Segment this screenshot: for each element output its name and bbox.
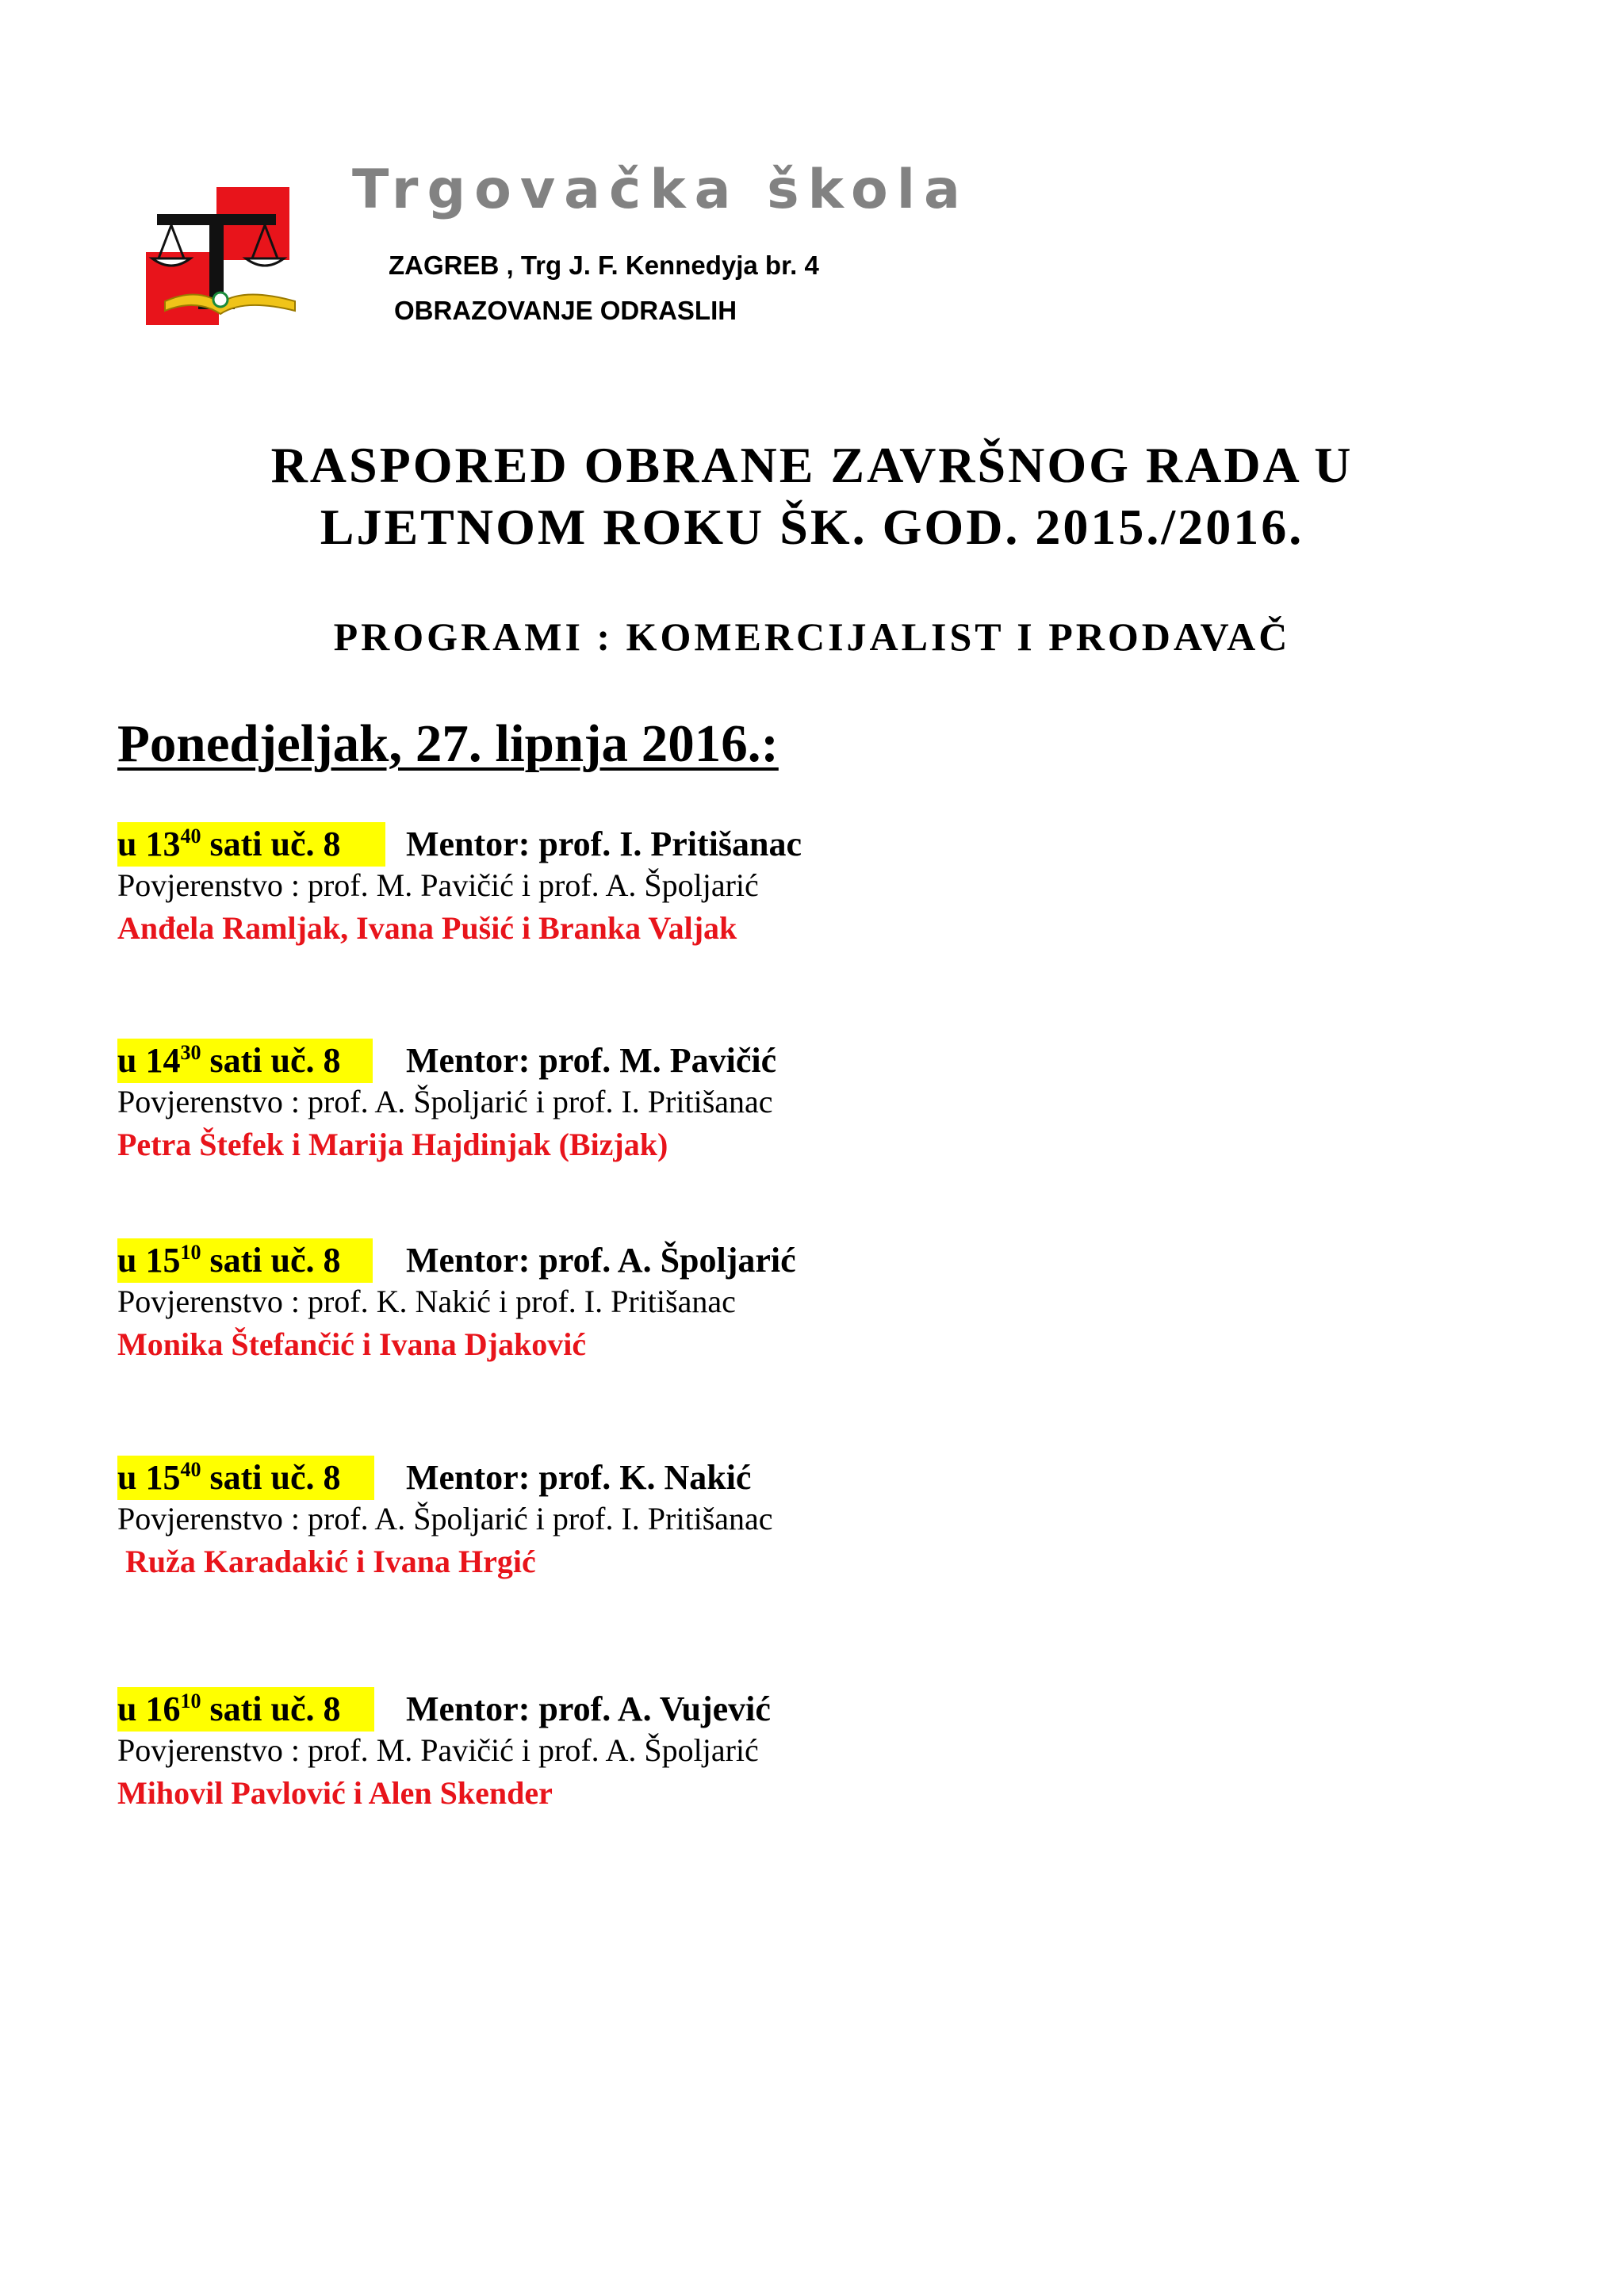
session-mentor: Mentor: prof. A. Špoljarić — [406, 1241, 796, 1280]
session-committee: Povjerenstvo : prof. K. Nakić i prof. I. Pritišanac — [117, 1284, 736, 1319]
day-heading: Ponedjeljak, 27. lipnja 2016.: — [117, 714, 779, 773]
session-mentor: Mentor: prof. I. Pritišanac — [406, 825, 802, 863]
session-students: Monika Štefančić i Ivana Djaković — [117, 1326, 587, 1362]
session-5 — [117, 1687, 1465, 1814]
document-title-line-1: RASPORED OBRANE ZAVRŠNOG RADA U — [270, 437, 1354, 493]
session-mentor: Mentor: prof. A. Vujević — [406, 1689, 771, 1728]
session-time: u $15^{10}$ sati uč. 8 — [117, 1238, 373, 1283]
session-time: u $15^{40}$ sati uč. 8 — [117, 1456, 374, 1500]
school-logo — [141, 182, 300, 325]
session-students: Petra Štefek i Marija Hajdinjak (Bizjak) — [117, 1127, 668, 1162]
session-committee: Povjerenstvo : prof. M. Pavičić i prof. A. Špoljarić — [117, 867, 759, 903]
session-3 — [117, 1238, 1465, 1365]
session-mentor: Mentor: prof. M. Pavičić — [406, 1041, 777, 1080]
session-time: u $14^{30}$ sati uč. 8 — [117, 1039, 373, 1083]
session-students: Mihovil Pavlović i Alen Skender — [117, 1775, 553, 1811]
session-time: u $13^{40}$ sati uč. 8 — [117, 822, 385, 867]
programs-subtitle: PROGRAMI : KOMERCIJALIST I PRODAVAČ — [333, 614, 1291, 659]
document-title-line-2: LJETNOM ROKU ŠK. GOD. 2015./2016. — [320, 499, 1304, 555]
session-committee: Povjerenstvo : prof. A. Špoljarić i prof. I. Pritišanac — [117, 1501, 773, 1536]
session-2 — [117, 1039, 1465, 1165]
session-committee: Povjerenstvo : prof. A. Špoljarić i prof. I. Pritišanac — [117, 1084, 773, 1119]
session-1 — [117, 822, 1465, 949]
session-students: Anđela Ramljak, Ivana Pušić i Branka Valjak — [117, 910, 737, 946]
session-time: u $16^{10}$ sati uč. 8 — [117, 1687, 374, 1732]
session-4 — [117, 1456, 1465, 1582]
school-department: OBRAZOVANJE ODRASLIH — [394, 296, 737, 325]
school-name: Trgovačka škola — [352, 159, 969, 221]
session-mentor: Mentor: prof. K. Nakić — [406, 1458, 752, 1497]
session-committee: Povjerenstvo : prof. M. Pavičić i prof. A. Špoljarić — [117, 1732, 759, 1768]
session-students: Ruža Karadakić i Ivana Hrgić — [125, 1544, 536, 1579]
school-address: ZAGREB , Trg J. F. Kennedyja br. 4 — [389, 251, 819, 280]
